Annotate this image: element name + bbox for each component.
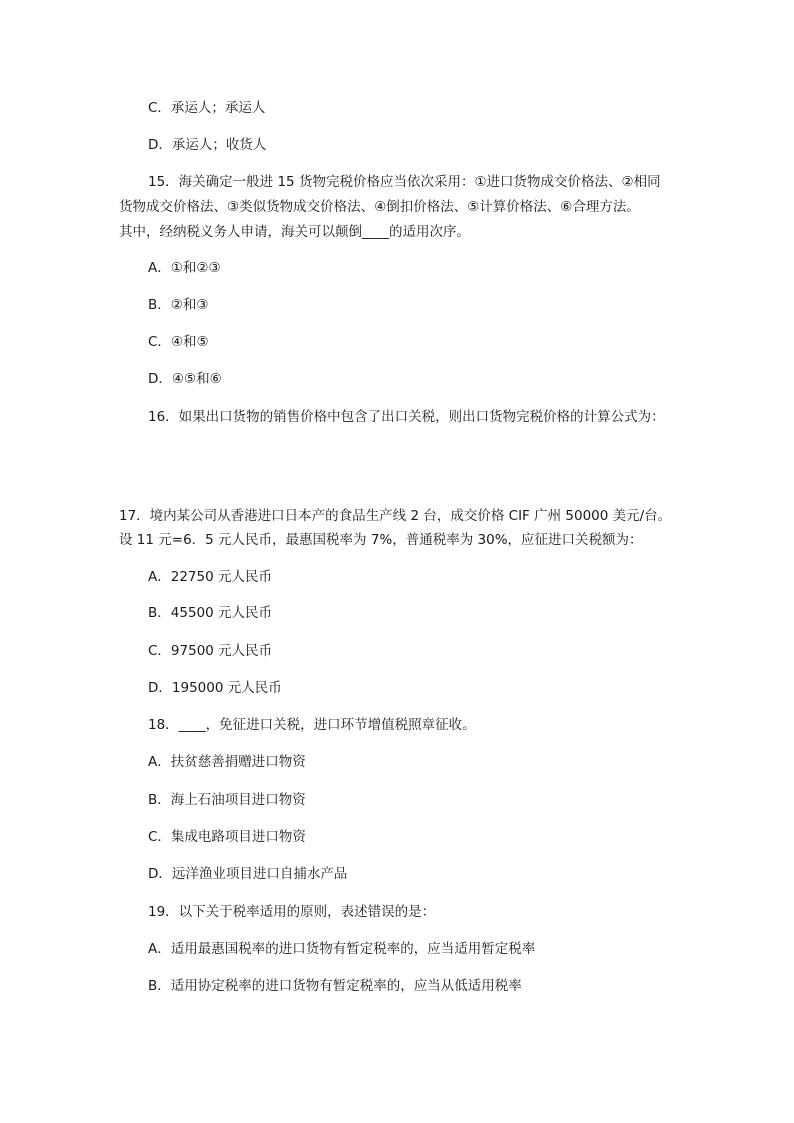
q19-question: 19．以下关于税率适用的原则，表述错误的是： <box>148 904 436 920</box>
q18-option-b: B．海上石油项目进口物资 <box>148 792 306 808</box>
q19-option-a: A．适用最惠国税率的进口货物有暂定税率的，应当适用暂定税率 <box>148 941 536 957</box>
q18-option-d: D．远洋渔业项目进口自捕水产品 <box>148 866 348 882</box>
q14-option-d: D．承运人；收货人 <box>148 137 267 153</box>
q15-option-d: D．④⑤和⑥ <box>148 371 222 387</box>
q18-option-a: A．扶贫慈善捐赠进口物资 <box>148 754 306 770</box>
q18-question: 18．____，免征进口关税，进口环节增值税照章征收。 <box>148 717 476 733</box>
q15-question-line3: 其中，经纳税义务人申请，海关可以颠倒____的适用次序。 <box>119 224 470 240</box>
q16-question: 16．如果出口货物的销售价格中包含了出口关税，则出口货物完税价格的计算公式为： <box>148 409 665 425</box>
q17-question-line1: 17．境内某公司从香港进口日本产的食品生产线 2 台，成交价格 CIF 广州 50000 美元/台。 <box>119 508 672 524</box>
q17-option-c: C．97500 元人民币 <box>148 643 273 659</box>
q15-option-c: C．④和⑤ <box>148 334 209 350</box>
q17-question-line2: 设 11 元=6．5 元人民币，最惠国税率为 7%，普通税率为 30%，应征进口关税额为： <box>119 532 643 548</box>
q17-option-a: A．22750 元人民币 <box>148 569 272 585</box>
q18-option-c: C．集成电路项目进口物资 <box>148 829 306 845</box>
q14-option-c: C．承运人；承运人 <box>148 100 266 116</box>
q15-question-line1: 15．海关确定一般进 15 货物完税价格应当依次采用：①进口货物成交价格法、②相同 <box>148 174 661 190</box>
q17-option-d: D．195000 元人民币 <box>148 680 282 696</box>
q19-option-b: B．适用协定税率的进口货物有暂定税率的，应当从低适用税率 <box>148 978 522 994</box>
q15-option-b: B．②和③ <box>148 297 209 313</box>
q17-option-b: B．45500 元人民币 <box>148 605 272 621</box>
q15-question-line2: 货物成交价格法、③类似货物成交价格法、④倒扣价格法、⑤计算价格法、⑥合理方法。 <box>119 199 640 215</box>
q15-option-a: A．①和②③ <box>148 260 221 276</box>
